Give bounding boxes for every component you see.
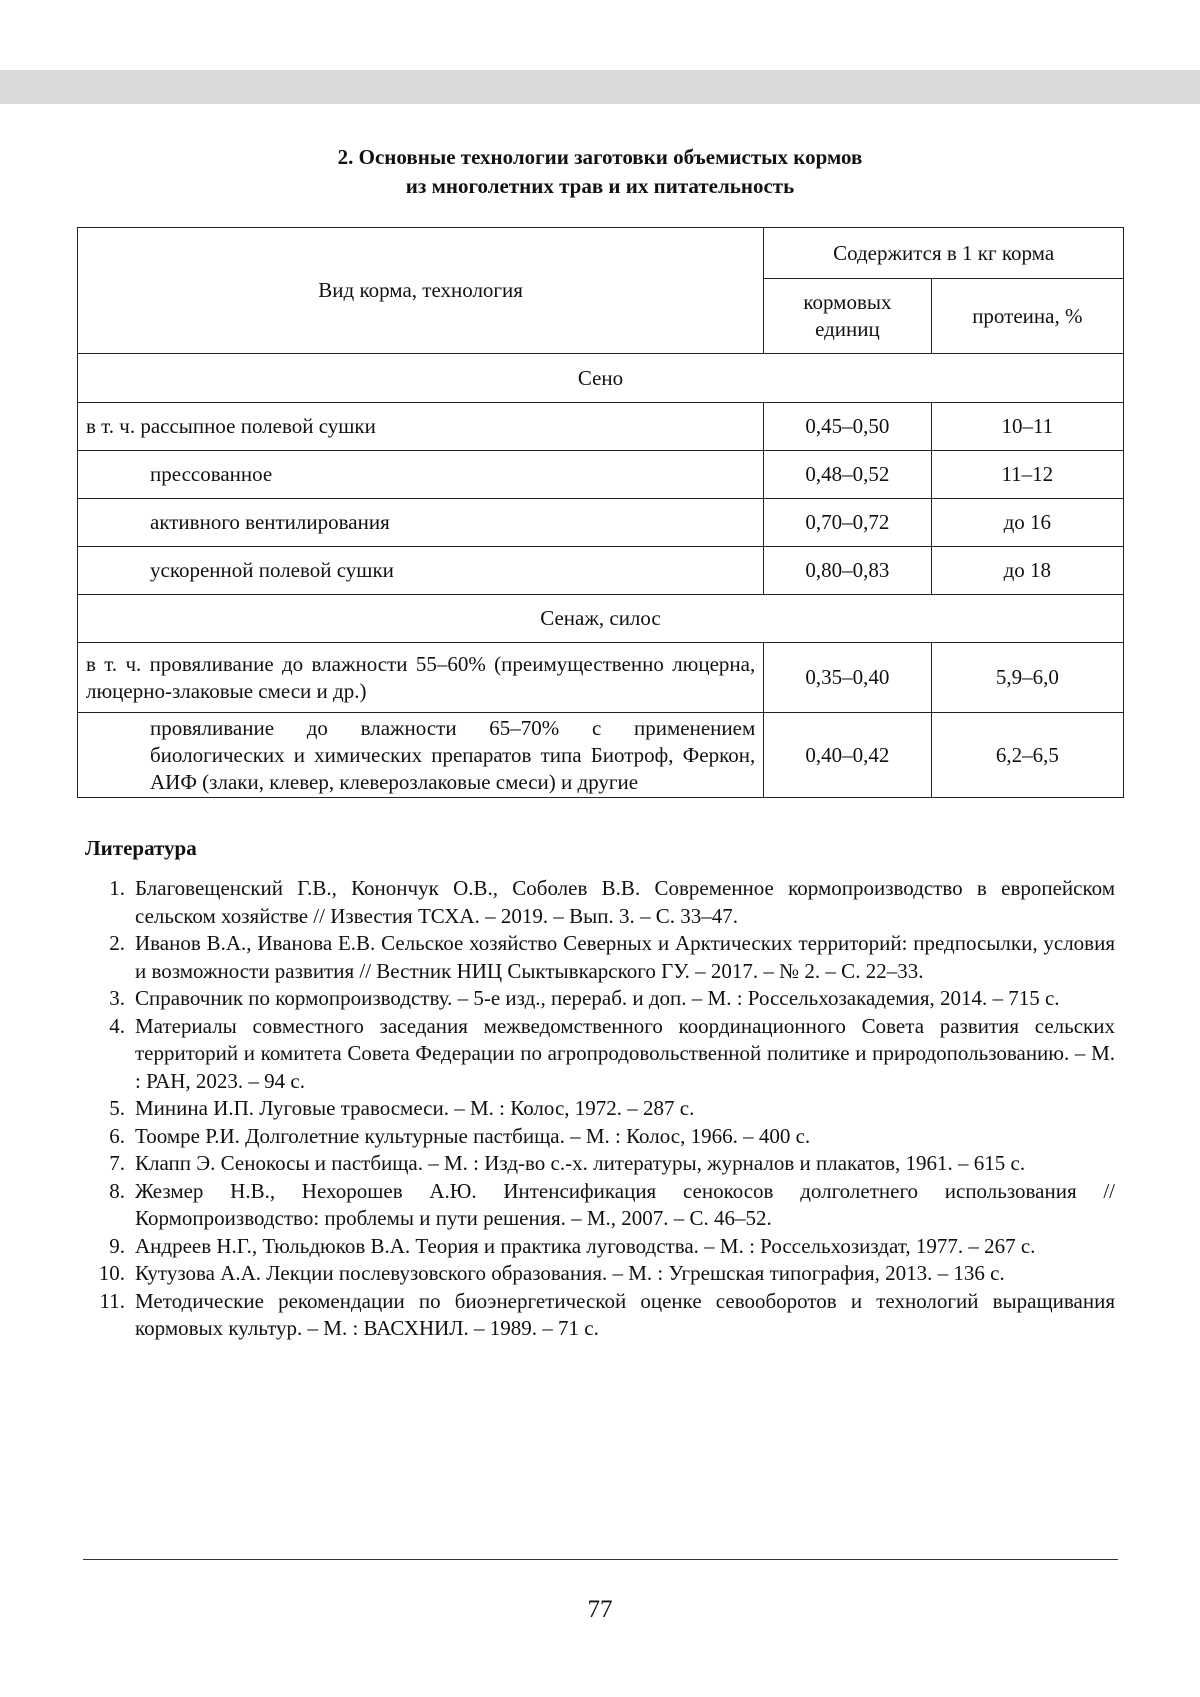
list-item	[85, 1150, 1115, 1178]
literature-heading: Литература	[85, 836, 197, 860]
list-item-number: 7.	[109, 1151, 125, 1175]
list-item-number: 5.	[109, 1096, 125, 1120]
row-protein-cell: до 16	[931, 499, 1123, 547]
list-item-number: 1.	[109, 876, 125, 900]
row-protein-cell: 6,2–6,5	[931, 713, 1123, 798]
list-item-text: Жезмер Н.В., Нехорошев А.Ю. Интенсификация сенокосов долголетнего использования // Кормопроизводство: проблемы и пути решения. – М., 2007. – С. 46–52.	[135, 1178, 1115, 1230]
list-item-text: Минина И.П. Луговые травосмеси. – М. : Колос, 1972. – 287 с.	[135, 1096, 695, 1120]
list-item	[85, 1095, 1115, 1123]
list-item-text: Андреев Н.Г., Тюльдюков В.А. Теория и практика луговодства. – М. : Россельхозиздат, 1977. – 267 с.	[135, 1233, 1036, 1258]
table-title-line-1: 2. Основные технологии заготовки объемистых кормов	[337, 145, 863, 169]
header-content-cell: Содержится в 1 кг корма	[764, 228, 1124, 279]
list-item	[85, 1178, 1115, 1233]
list-item-text: Клапп Э. Сенокосы и пастбища. – М. : Изд-во с.-х. литературы, журналов и плакатов, 1961. – 615 с.	[135, 1151, 1026, 1175]
top-band	[0, 70, 1200, 104]
table-row	[78, 451, 1124, 499]
row-name-cell: провяливание до влажности 65–70% с применением биологических и химических препаратов типа Биотроф, Феркон, АИФ (злаки, клевер, клеверозлаковые смеси) и другие	[78, 713, 764, 798]
row-name-cell: прессованное	[78, 451, 764, 499]
header-units-cell: кормовых единиц	[764, 279, 931, 354]
list-item	[85, 875, 1115, 930]
footer-divider	[83, 1559, 1118, 1560]
list-item-number: 2.	[109, 931, 125, 955]
table-row	[78, 713, 1124, 798]
table-row	[78, 499, 1124, 547]
row-name-cell: в т. ч. рассыпное полевой сушки	[78, 403, 764, 451]
row-units-cell: 0,40–0,42	[764, 713, 931, 798]
list-item-text: Материалы совместного заседания межведомственного координационного Совета развития сельских территорий и комитета Совета Федерации по агропродовольственной политике и природопользованию. – М. : РАН, 2023. – 94 с.	[135, 1013, 1115, 1093]
row-units-cell: 0,80–0,83	[764, 547, 931, 595]
list-item-text: Кутузова А.А. Лекции послевузовского образования. – М. : Угрешская типография, 2013. – 136 с.	[135, 1261, 1005, 1285]
list-item-number: 10.	[98, 1261, 125, 1285]
list-item	[85, 930, 1115, 985]
row-name-cell: в т. ч. провяливание до влажности 55–60% (преимущественно люцерна, люцерно-злаковые смеси и др.)	[78, 643, 764, 713]
list-item-number: 3.	[109, 986, 125, 1010]
list-item-number: 9.	[109, 1233, 125, 1258]
row-protein-cell: 11–12	[931, 451, 1123, 499]
section-hay-cell: Сено	[78, 354, 1124, 403]
section-row	[78, 354, 1124, 403]
list-item-number: 11.	[99, 1288, 125, 1313]
row-units-cell: 0,70–0,72	[764, 499, 931, 547]
list-item-text: Справочник по кормопроизводству. – 5-е изд., перераб. и доп. – М. : Россельхозакадемия, 2014. – 715 с.	[135, 986, 1060, 1010]
table-row	[78, 403, 1124, 451]
header-protein-cell: протеина, %	[931, 279, 1123, 354]
row-protein-cell: 10–11	[931, 403, 1123, 451]
row-name-cell: активного вентилирования	[78, 499, 764, 547]
section-haylage-cell: Сенаж, силос	[78, 595, 1124, 643]
feed-table	[77, 227, 1124, 798]
table-row	[78, 643, 1124, 713]
list-item	[85, 985, 1115, 1013]
list-item	[85, 1123, 1115, 1151]
table-title	[0, 143, 1200, 201]
list-item-number: 6.	[109, 1123, 125, 1148]
row-units-cell: 0,35–0,40	[764, 643, 931, 713]
table-row	[78, 547, 1124, 595]
section-row	[78, 595, 1124, 643]
row-units-cell: 0,45–0,50	[764, 403, 931, 451]
list-item	[85, 1288, 1115, 1343]
list-item	[85, 1260, 1115, 1288]
list-item-text: Благовещенский Г.В., Конончук О.В., Соболев В.В. Современное кормопроизводство в европейском сельском хозяйстве // Известия ТСХА. – 2019. – Вып. 3. – С. 33–47.	[135, 876, 1115, 928]
row-protein-cell: до 18	[931, 547, 1123, 595]
page-number: 77	[587, 1596, 613, 1623]
list-item	[85, 1233, 1115, 1261]
row-name-cell: ускоренной полевой сушки	[78, 547, 764, 595]
list-item-number: 4.	[109, 1013, 125, 1038]
list-item-number: 8.	[109, 1178, 125, 1203]
header-type-cell: Вид корма, технология	[78, 228, 764, 354]
list-item-text: Иванов В.А., Иванова Е.В. Сельское хозяйство Северных и Арктических территорий: предпосылки, условия и возможности развития // Вестник НИЦ Сыктывкарского ГУ. – 2017. – № 2. – С. 22–33.	[135, 931, 1115, 983]
literature-list	[85, 875, 1115, 1343]
row-units-cell: 0,48–0,52	[764, 451, 931, 499]
list-item	[85, 1013, 1115, 1096]
list-item-text: Тоомре Р.И. Долголетние культурные пастбища. – М. : Колос, 1966. – 400 с.	[135, 1123, 811, 1148]
row-protein-cell: 5,9–6,0	[931, 643, 1123, 713]
table-header-row	[78, 228, 1124, 279]
table-title-line-2: из многолетних трав и их питательность	[405, 174, 795, 198]
list-item-text: Методические рекомендации по биоэнергетической оценке севооборотов и технологий выращивания кормовых культур. – М. : ВАСХНИЛ. – 1989. – 71 с.	[135, 1288, 1115, 1340]
